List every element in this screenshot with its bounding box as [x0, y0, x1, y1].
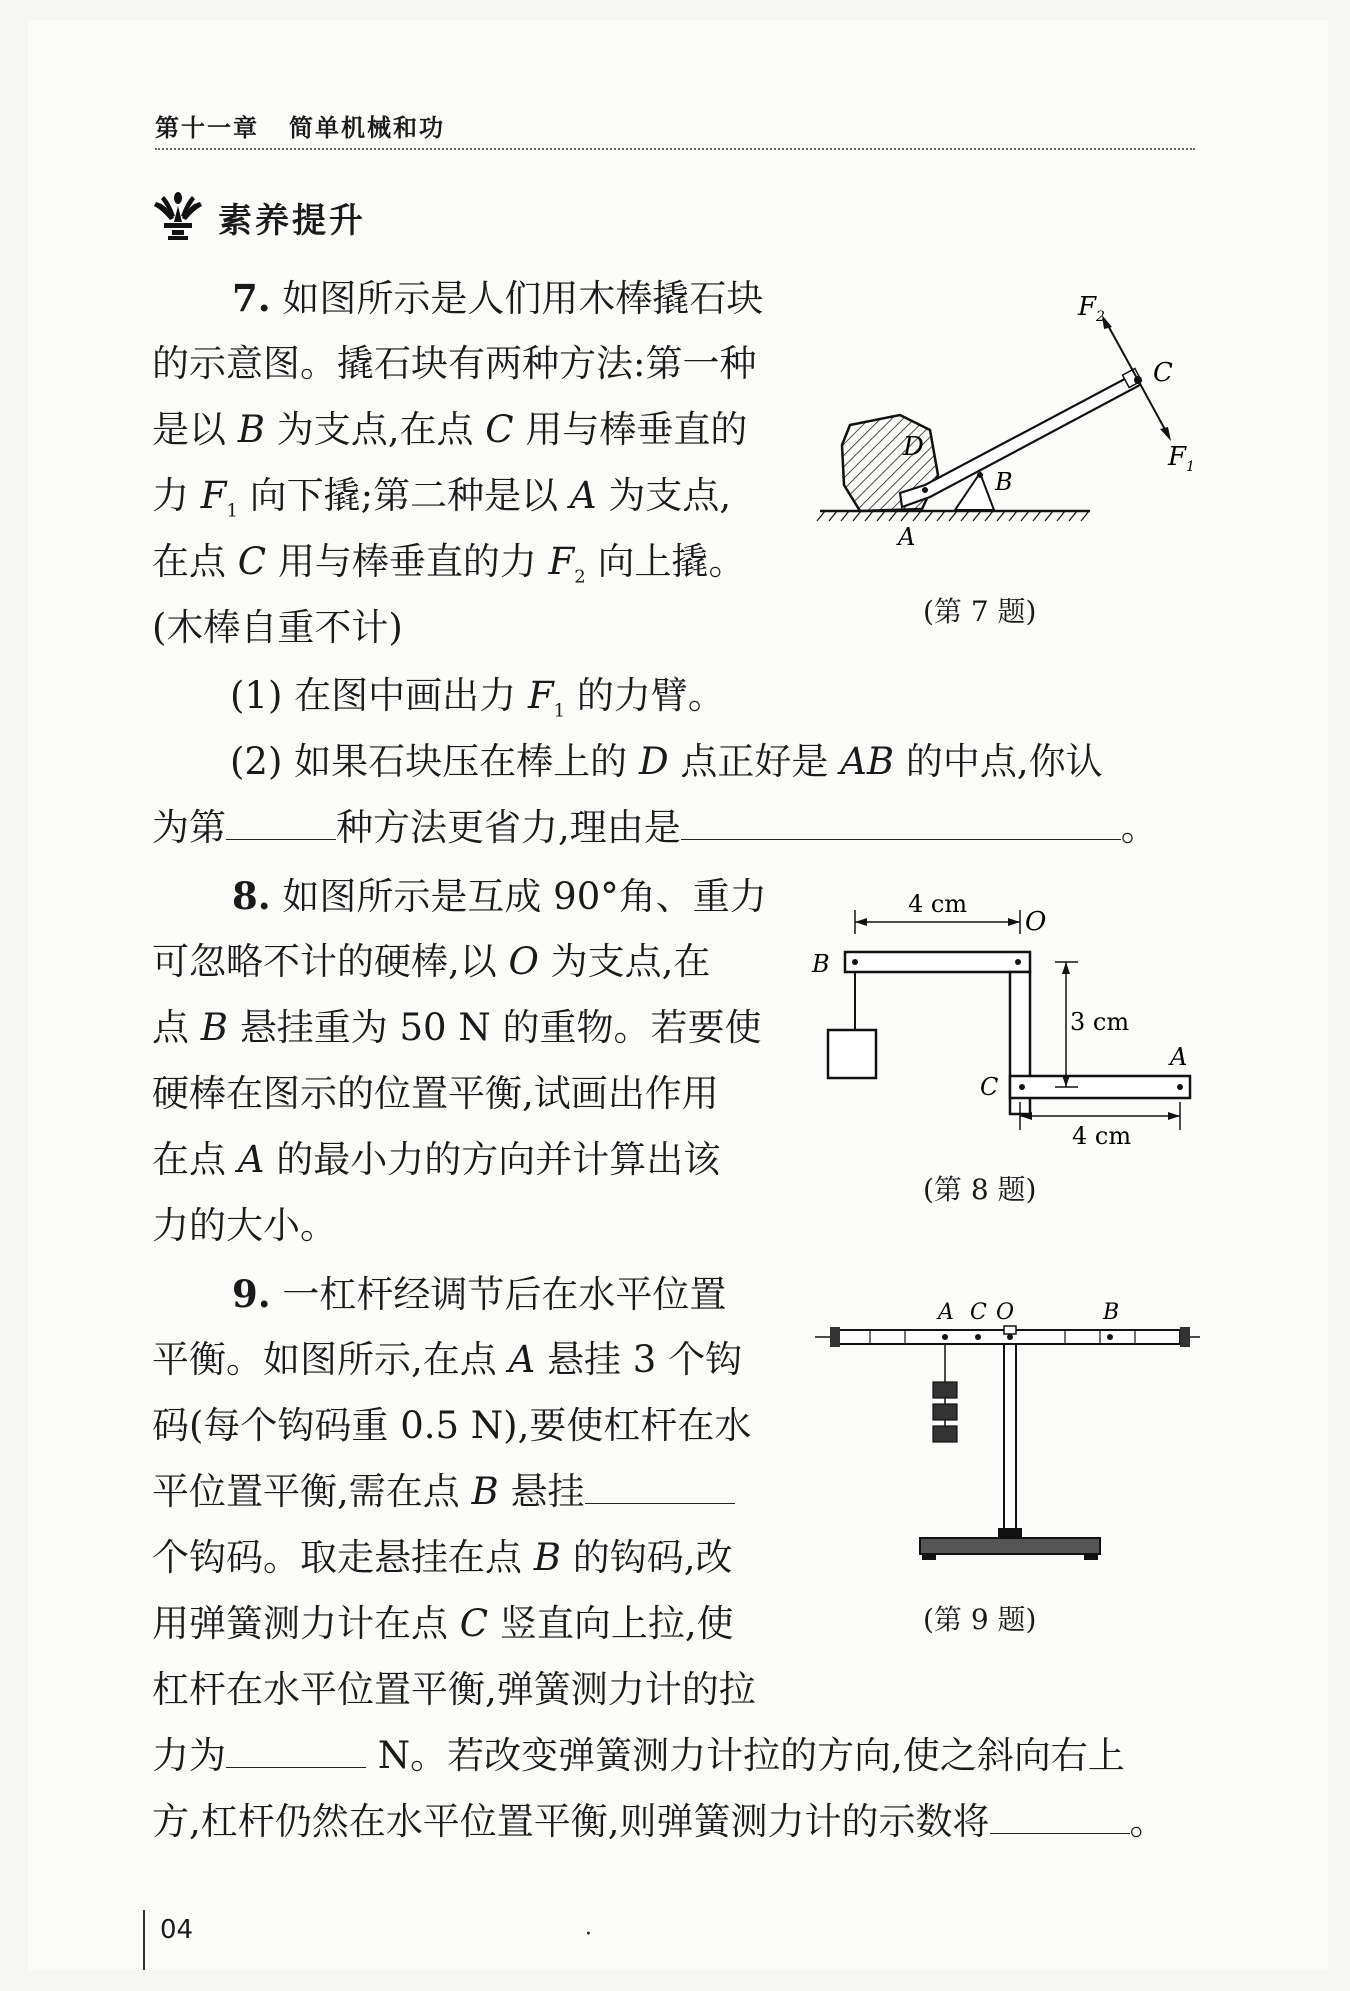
q8-caption: (第 8 题)	[923, 1173, 1037, 1206]
q8-line-5: 在点 A 的最小力的方向并计算出该	[152, 1138, 721, 1181]
chapter-header	[155, 108, 445, 143]
q9-figure	[810, 1290, 1210, 1590]
footer-dot: ·	[585, 1922, 592, 1947]
q8-dim-top: 4 cm	[908, 890, 968, 918]
q9-line-2: 平衡。如图所示,在点 A 悬挂 3 个钩	[152, 1338, 743, 1381]
q8-line-1: 8. 如图所示是互成 90°角、重力	[232, 874, 767, 918]
q7-blank-reason[interactable]	[681, 809, 1121, 840]
q9-line-8: 力为 N。若改变弹簧测力计拉的方向,使之斜向右上	[152, 1734, 1125, 1777]
q9-line-7: 杠杆在水平位置平衡,弹簧测力计的拉	[152, 1668, 756, 1711]
q8-dim-mid: 3 cm	[1070, 1008, 1130, 1036]
footer-divider	[143, 1910, 145, 1970]
q9-line-1: 9. 一杠杆经调节后在水平位置	[232, 1272, 727, 1316]
q8-figure	[800, 880, 1210, 1150]
q7-blank-method[interactable]	[226, 809, 336, 840]
section-heading	[150, 192, 366, 242]
q9-line-6: 用弹簧测力计在点 C 竖直向上拉,使	[152, 1602, 734, 1645]
q7-label-f2: $F_2$	[1078, 292, 1105, 325]
q8-line-2: 可忽略不计的硬棒,以 O 为支点,在	[152, 940, 711, 983]
q7-caption: (第 7 题)	[923, 595, 1037, 628]
q9-label-c: C	[970, 1300, 987, 1325]
q8-label-c: C	[980, 1073, 999, 1101]
q8-label-b: B	[812, 950, 830, 978]
chapter-number: 第十一章	[155, 114, 259, 142]
q7-line-3: 是以 B 为支点,在点 C 用与棒垂直的	[152, 408, 748, 451]
q7-line-2: 的示意图。撬石块有两种方法:第一种	[152, 342, 757, 385]
q9-label-a: A	[938, 1300, 954, 1325]
q9-blank-force[interactable]	[226, 1737, 366, 1768]
q9-blank-count[interactable]	[585, 1473, 735, 1504]
q7-sub-1: (1) 在图中画出力 $F_1$ 的力臂。	[230, 674, 725, 722]
q7-line-6: (木棒自重不计)	[152, 606, 403, 649]
q7-line-4: 力 $F_1$ 向下撬;第二种是以 A 为支点,	[152, 474, 732, 522]
q8-label-a: A	[1170, 1043, 1188, 1071]
q9-line-3: 码(每个钩码重 0.5 N),要使杠杆在水	[152, 1404, 752, 1447]
q7-line-1: 7. 如图所示是人们用木棒撬石块	[232, 276, 764, 320]
q8-line-3: 点 B 悬挂重为 50 N 的重物。若要使	[152, 1006, 762, 1049]
q9-label-b: B	[1103, 1300, 1120, 1325]
q7-label-a: A	[898, 523, 916, 551]
q7-sub-2-cont: 为第 种方法更省力,理由是 。	[152, 806, 1158, 849]
q9-line-5: 个钩码。取走悬挂在点 B 的钩码,改	[152, 1536, 733, 1579]
q9-blank-reading[interactable]	[990, 1803, 1130, 1834]
section-ornament-icon	[150, 192, 206, 242]
q7-figure	[810, 285, 1210, 555]
q8-line-4: 硬棒在图示的位置平衡,试画出作用	[152, 1072, 719, 1115]
q7-label-b: B	[995, 468, 1013, 496]
q7-label-c: C	[1153, 358, 1173, 388]
q7-label-d: D	[903, 432, 924, 462]
q9-caption: (第 9 题)	[923, 1603, 1037, 1636]
q8-line-6: 力的大小。	[152, 1204, 337, 1247]
q9-line-9: 方,杠杆仍然在水平位置平衡,则弹簧测力计的示数将 。	[152, 1800, 1167, 1843]
page-number: 04	[160, 1915, 194, 1945]
q7-line-5: 在点 C 用与棒垂直的力 $F_2$ 向上撬。	[152, 540, 746, 588]
q7-sub-2: (2) 如果石块压在棒上的 D 点正好是 AB 的中点,你认	[230, 740, 1103, 783]
q8-dim-bottom: 4 cm	[1072, 1122, 1132, 1150]
chapter-title: 简单机械和功	[289, 114, 445, 142]
header-divider	[155, 148, 1195, 150]
q8-label-o: O	[1025, 907, 1047, 937]
q9-line-4: 平位置平衡,需在点 B 悬挂	[152, 1472, 735, 1512]
section-title: 素养提升	[218, 200, 366, 241]
q7-label-f1: $F_1$	[1168, 442, 1195, 475]
q9-label-o: O	[996, 1300, 1015, 1325]
